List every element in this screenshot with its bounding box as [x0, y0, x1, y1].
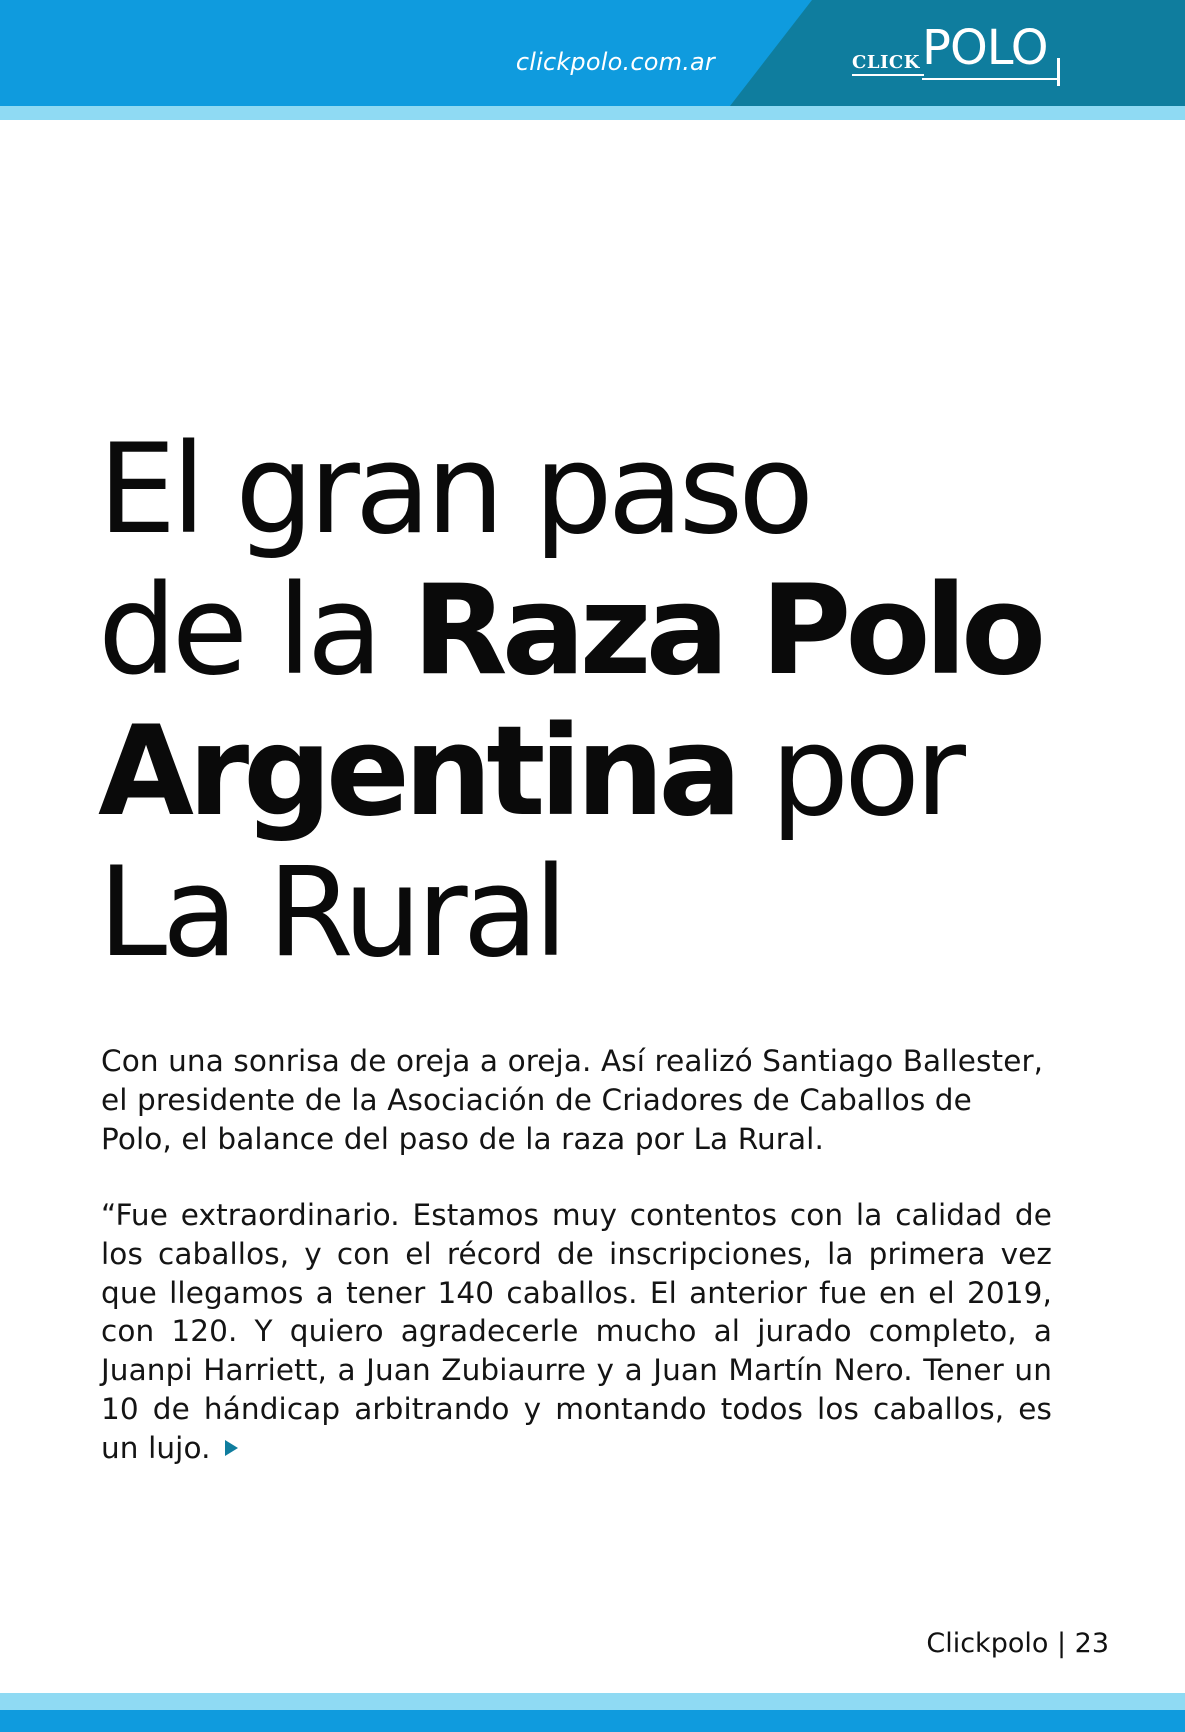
title-line-3-bold: Argentina [98, 700, 736, 844]
logo-underline [852, 74, 924, 76]
footer-stripe [0, 1693, 1185, 1710]
logo-bar [1057, 58, 1060, 86]
logo-baseline [922, 78, 1060, 80]
site-url[interactable]: clickpolo.com.ar [515, 48, 715, 76]
article-title [98, 420, 1098, 984]
title-line-2-bold: Raza Polo [412, 559, 1041, 703]
page-footer-label: Clickpolo | 23 [926, 1628, 1109, 1659]
paragraph-intro: Con una sonrisa de oreja a oreja. Así realizó Santiago Ballester, el presidente de la Asociación de Criadores de Caballos de Polo, el balance del paso de la raza por La Rural. [101, 1044, 1044, 1156]
title-line-2-light: de la [98, 559, 413, 703]
footer-bar [0, 1710, 1185, 1732]
title-line-3-light: por [736, 700, 961, 844]
title-line-4: La Rural [98, 841, 564, 985]
paragraph-quote-text: “Fue extraordinario. Estamos muy contentos con la calidad de los caballos, y con el récord de inscripciones, la primera vez que llegamos a tener 140 caballos. El anterior fue en el 2019, con 120. Y quiero agradecerle mucho al jurado completo, a Juanpi Harriett, a Juan Zubiaurre y a Juan Martín Nero. Tener un 10 de hándicap arbitrando y montando todos los caballos, es un lujo. [101, 1198, 1052, 1465]
logo-click-text: CLICK [852, 52, 920, 73]
clickpolo-logo [852, 22, 1062, 92]
logo-polo-text: POLO [922, 20, 1048, 76]
paragraph-quote [101, 1196, 1052, 1468]
arrow-right-icon[interactable] [225, 1440, 238, 1456]
header-stripe [0, 106, 1185, 120]
title-line-1: El gran paso [98, 418, 810, 562]
